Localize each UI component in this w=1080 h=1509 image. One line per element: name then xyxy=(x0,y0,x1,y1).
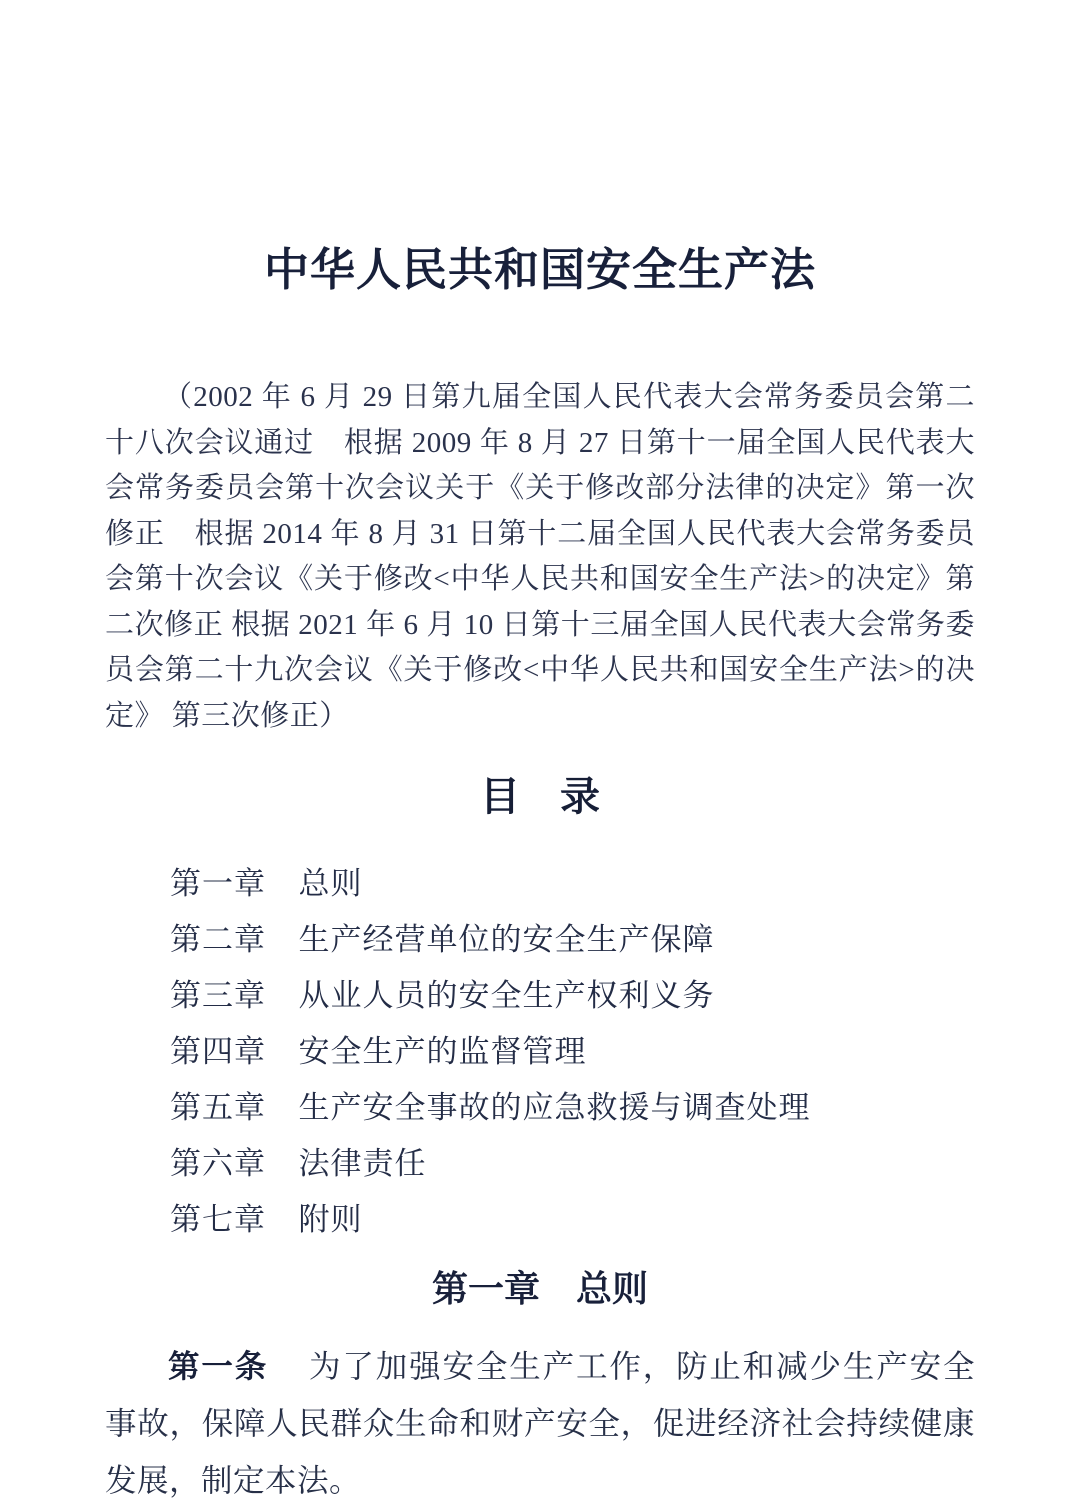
toc-chapter-title: 附则 xyxy=(298,1202,363,1238)
toc-chapter-title: 总则 xyxy=(298,866,363,902)
toc-chapter-label: 第三章 xyxy=(170,978,266,1014)
toc-item xyxy=(170,1189,975,1245)
article-1-text: 为了加强安全生产工作，防止和减少生产安全事故，保障人民群众生命和财产安全，促进经济社会持续健康发展，制定本法。 xyxy=(105,1349,975,1499)
toc-chapter-label: 第四章 xyxy=(170,1034,266,1070)
toc-chapter-label: 第二章 xyxy=(170,922,266,958)
toc-chapter-label: 第七章 xyxy=(170,1202,266,1238)
toc-list xyxy=(170,853,975,1245)
toc-chapter-title: 生产经营单位的安全生产保障 xyxy=(298,922,715,958)
document-page xyxy=(0,30,1080,1499)
toc-item xyxy=(170,1021,975,1077)
toc-item xyxy=(170,1077,975,1133)
chapter-1-heading: 第一章 总则 xyxy=(431,1267,648,1309)
toc-item xyxy=(170,1133,975,1189)
toc-item xyxy=(170,965,975,1021)
toc-chapter-title: 安全生产的监督管理 xyxy=(298,1034,587,1070)
preamble-paragraph: （2002 年 6 月 29 日第九届全国人民代表大会常务委员会第二十八次会议通过 根据 2009 年 8 月 27 日第十一届全国人民代表大会常务委员会第十次会议关于《关于修改部分法律的决定》第一次修正 根据 2014 年 8 月 31 日第十二届全国人民代表大会常务委员会第十次会议《关于修改<中华人民共和国安全生产法>的决定》第二次修正 根据 2021 年 6 月 10 日第十三届全国人民代表大会常务委员会第二十九次会议《关于修改<中华人民共和国安全生产法>的决定》 第三次修正） xyxy=(105,381,975,732)
toc-chapter-label: 第六章 xyxy=(170,1146,266,1182)
document-title: 中华人民共和国安全生产法 xyxy=(263,244,816,296)
toc-chapter-title: 法律责任 xyxy=(298,1146,427,1182)
toc-item xyxy=(170,909,975,965)
article-1-paragraph xyxy=(105,1338,975,1509)
toc-chapter-label: 第一章 xyxy=(170,866,266,902)
toc-chapter-title: 从业人员的安全生产权利义务 xyxy=(298,978,715,1014)
article-1-number: 第一条 xyxy=(168,1348,269,1385)
toc-chapter-label: 第五章 xyxy=(170,1090,266,1126)
toc-item xyxy=(170,853,975,909)
toc-chapter-title: 生产安全事故的应急救援与调查处理 xyxy=(298,1090,811,1126)
toc-heading: 目 录 xyxy=(480,775,600,820)
